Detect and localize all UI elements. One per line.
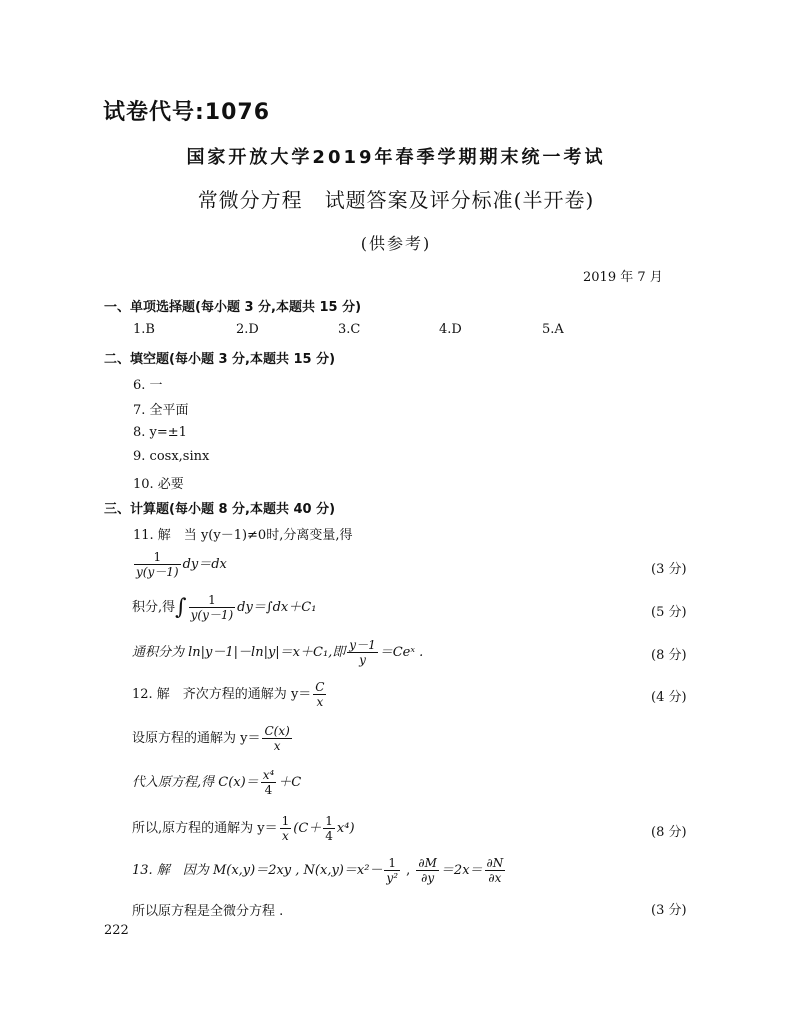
q11-score-2: (5 分) xyxy=(651,605,687,620)
q11-eq1: $\frac{1}{y(y-1)}$ dy＝dx xyxy=(136,550,227,579)
page-number: 222 xyxy=(104,923,129,938)
q11-score-3: (8 分) xyxy=(651,648,687,663)
fraction: $\frac{C(x)}{x}$ xyxy=(264,724,290,753)
fill-item-6: 6. 一 xyxy=(133,378,163,393)
course-name: 常微分方程 xyxy=(197,188,303,212)
q11-score-1: (3 分) xyxy=(651,562,687,577)
q12-score-2: (8 分) xyxy=(651,825,687,840)
q12-score-1: (4 分) xyxy=(651,690,687,705)
fill-item-10: 10. 必要 xyxy=(133,477,184,492)
paper-code: 试卷代号:1076 xyxy=(103,100,271,125)
q12-line3: 代入原方程,得 C(x)＝ $\frac{\text{x⁴}}{4}$ ＋C xyxy=(132,768,302,797)
fraction: $\frac{1}{4}$ xyxy=(325,814,333,843)
q11-eq3: 通积分为 ln|y－1|－ln|y|＝x＋C₁,即 $\frac{y-1}{y}$ ＝Ceˣ . xyxy=(132,638,424,667)
fill-item-7: 7. 全平面 xyxy=(133,403,189,418)
fraction: $\frac{\partial N}{\partial x}$ xyxy=(486,856,504,885)
reference-note: (供参考) xyxy=(360,234,432,253)
q13-line2: 所以原方程是全微分方程 . xyxy=(132,904,284,919)
section1-heading: 一、单项选择题(每小题 3 分,本题共 15 分) xyxy=(104,300,362,315)
exam-title: 国家开放大学2019年春季学期期末统一考试 xyxy=(186,147,606,168)
integral-sign: ∫ xyxy=(175,595,187,620)
fraction: $\frac{1}{\text{y²}}$ xyxy=(386,856,399,885)
fraction: $\frac{\partial M}{\partial y}$ xyxy=(418,856,437,885)
q12-line1: 12. 解 齐次方程的通解为 y＝ $\frac{C}{x}$ xyxy=(132,680,325,709)
answer-3: 3.C xyxy=(338,322,361,337)
q13-score-1: (3 分) xyxy=(651,903,687,918)
fraction: $\frac{\text{x⁴}}{4}$ xyxy=(262,768,275,797)
answer-1: 1.B xyxy=(133,322,155,337)
doc-title xyxy=(0,184,792,213)
fraction: $\frac{y-1}{y}$ xyxy=(349,638,376,667)
section3-heading: 三、计算题(每小题 8 分,本题共 40 分) xyxy=(104,502,336,517)
fill-item-8: 8. y=±1 xyxy=(133,425,187,440)
q13-line1: 13. 解 因为 M(x,y)＝2xy , N(x,y)＝x²－ $\frac{1}{\text{y²}}$ , $\frac{\partial M}{\partial y}$ ＝2x＝ $\frac{\partial N}{\partial x}$ xyxy=(132,856,504,885)
fraction: $\frac{1}{y(y-1)}$ xyxy=(190,593,234,622)
fill-item-9: 9. cosx,sinx xyxy=(133,449,210,464)
q11-intro: 11. 解 当 y(y－1)≠0时,分离变量,得 xyxy=(133,528,353,543)
q12-line4: 所以,原方程的通解为 y＝ $\frac{1}{x}$ (C＋ $\frac{1}{4}$ x⁴) xyxy=(132,814,355,843)
q12-line2: 设原方程的通解为 y＝ $\frac{C(x)}{x}$ xyxy=(132,724,290,753)
exam-date: 2019 年 7 月 xyxy=(583,270,663,285)
q11-eq2: 积分,得∫ $\frac{1}{y(y-1)}$ dy＝∫dx＋C₁ xyxy=(132,593,317,622)
fraction: $\frac{1}{y(y-1)}$ xyxy=(136,550,179,579)
fraction: $\frac{C}{x}$ xyxy=(315,680,325,709)
answer-4: 4.D xyxy=(439,322,462,337)
doc-subtitle: 试题答案及评分标准(半开卷) xyxy=(324,188,595,212)
answer-5: 5.A xyxy=(542,322,564,337)
fraction: $\frac{1}{x}$ xyxy=(281,814,290,843)
answer-2: 2.D xyxy=(236,322,259,337)
section2-heading: 二、填空题(每小题 3 分,本题共 15 分) xyxy=(104,352,336,367)
